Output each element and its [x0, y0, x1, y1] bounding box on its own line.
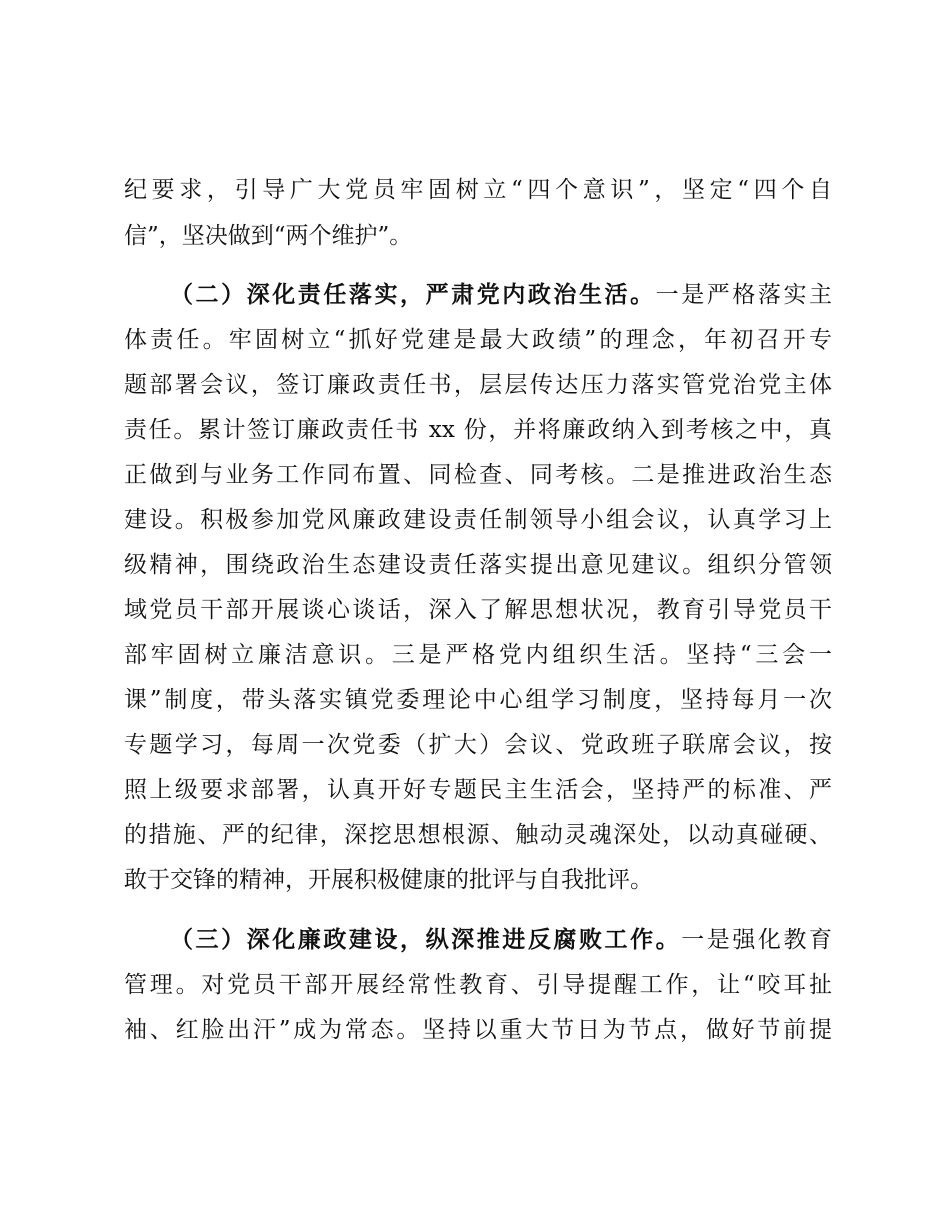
- paragraph-first-line: [170, 925, 832, 955]
- text-line: 责任。累计签订廉政责任书 xx 份，并将廉政纳入到考核之中，真: [124, 417, 832, 443]
- text-line: 管理。对党员干部开展经常性教育、引导提醒工作，让“咬耳扯: [124, 972, 832, 998]
- section-heading: （二）深化责任落实，严肃党内政治生活。: [170, 281, 656, 308]
- text-line: 建设。积极参加党风廉政建设责任制领导小组会议，认真学习上: [124, 507, 832, 533]
- text-line: 纪要求，引导广大党员牢固树立“四个意识”，坚定“四个自: [124, 177, 832, 203]
- section-heading: （三）深化廉政建设，纵深推进反腐败工作。: [170, 926, 682, 953]
- text-line: 的措施、严的纪律，深挖思想根源、触动灵魂深处，以动真碰硬、: [124, 822, 832, 848]
- text-line: 部牢固树立廉洁意识。三是严格党内组织生活。坚持“三会一: [124, 642, 832, 668]
- text-run: 一是严格落实主: [655, 282, 833, 308]
- text-line: 域党员干部开展谈心谈话，深入了解思想状况，教育引导党员干: [124, 597, 832, 623]
- text-line: 体责任。牢固树立“抓好党建是最大政绩”的理念，年初召开专: [124, 327, 832, 353]
- paragraph-first-line: [170, 280, 832, 310]
- text-line: 敢于交锋的精神，开展积极健康的批评与自我批评。: [124, 867, 653, 893]
- text-line: 课”制度，带头落实镇党委理论中心组学习制度，坚持每月一次: [124, 687, 832, 713]
- text-line: 信”，坚决做到“两个维护”。: [124, 223, 413, 249]
- text-line: 照上级要求部署，认真开好专题民主生活会，坚持严的标准、严: [124, 777, 832, 803]
- text-line: 题部署会议，签订廉政责任书，层层传达压力落实管党治党主体: [124, 372, 832, 398]
- text-line: 正做到与业务工作同布置、同检查、同考核。二是推进政治生态: [124, 462, 832, 488]
- text-line: 袖、红脸出汗”成为常态。坚持以重大节日为节点，做好节前提: [124, 1017, 832, 1043]
- text-line: 级精神，围绕政治生态建设责任落实提出意见建议。组织分管领: [124, 552, 832, 578]
- text-run: 一是强化教育: [681, 927, 833, 953]
- text-line: 专题学习，每周一次党委（扩大）会议、党政班子联席会议，按: [124, 732, 832, 758]
